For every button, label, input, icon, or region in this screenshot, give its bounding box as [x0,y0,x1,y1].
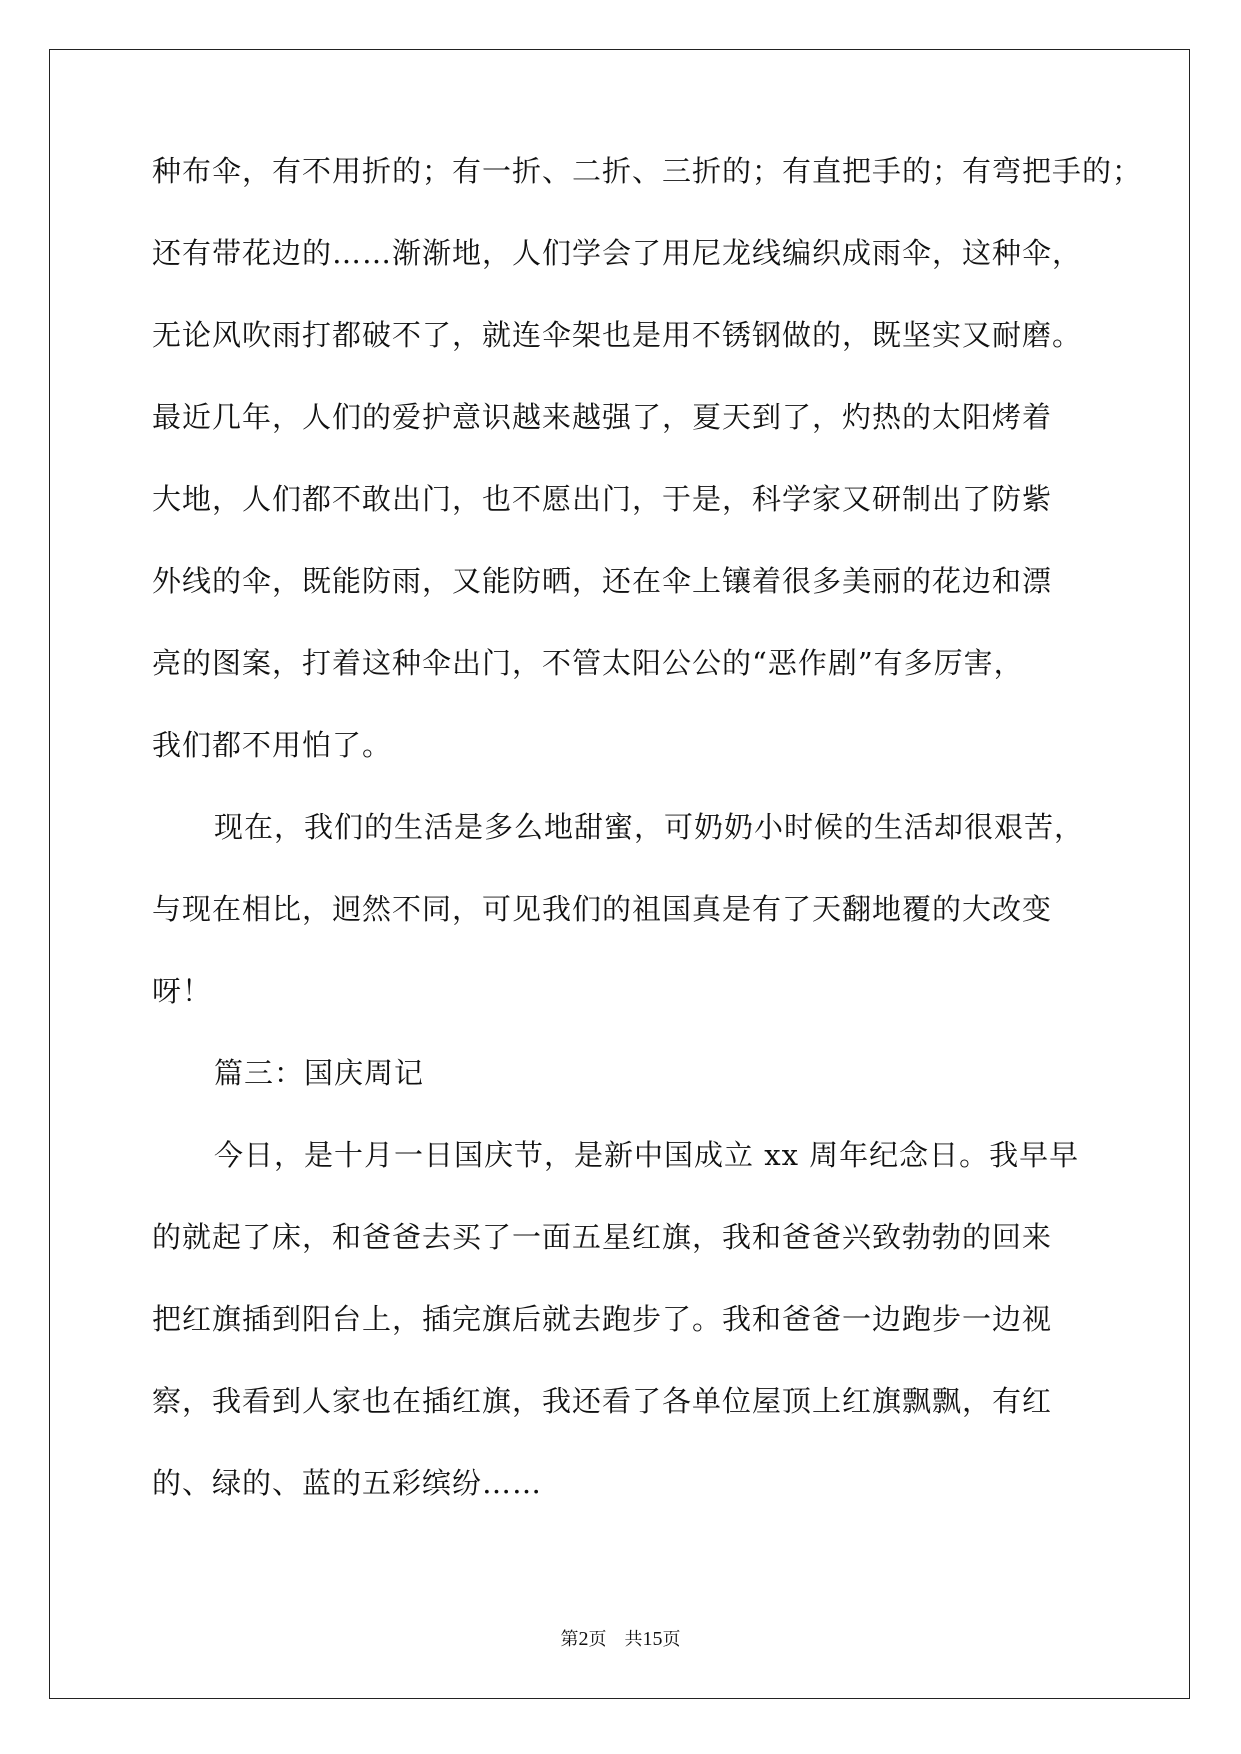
text-line: 与现在相比，迥然不同，可见我们的祖国真是有了天翻地覆的大改变 [152,892,1053,926]
text-line: 种布伞，有不用折的；有一折、二折、三折的；有直把手的；有弯把手的； [152,154,1143,188]
text-line: 呀！ [152,974,213,1008]
text-line: 的、绿的、蓝的五彩缤纷…… [152,1466,543,1500]
text-line: 亮的图案，打着这种伞出门，不管太阳公公的“恶作剧”有多厉害， [152,646,1024,680]
total-pages: 15 [642,1628,663,1650]
page-footer [0,1625,1241,1651]
text-line: 最近几年，人们的爱护意识越来越强了，夏天到了，灼热的太阳烤着 [152,400,1053,434]
total-prefix: 共 [624,1629,643,1650]
paragraph-start-line: 现在，我们的生活是多么地甜蜜，可奶奶小时候的生活却很艰苦， [214,810,1085,844]
page-number: 2 [578,1628,589,1650]
page-prefix: 第 [560,1629,579,1650]
text-line: 还有带花边的……渐渐地，人们学会了用尼龙线编织成雨伞，这种伞， [152,236,1083,270]
total-suffix: 页 [662,1629,681,1650]
document-body [152,150,1143,1544]
section-heading: 篇三：国庆周记 [214,1056,425,1090]
text-line: 无论风吹雨打都破不了，就连伞架也是用不锈钢做的，既坚实又耐磨。 [152,318,1083,352]
text-line: 的就起了床，和爸爸去买了一面五星红旗，我和爸爸兴致勃勃的回来 [152,1220,1053,1254]
page-suffix: 页 [588,1629,607,1650]
text-line: 外线的伞，既能防雨，又能防晒，还在伞上镶着很多美丽的花边和漂 [152,564,1053,598]
text-line: 把红旗插到阳台上，插完旗后就去跑步了。我和爸爸一边跑步一边视 [152,1302,1053,1336]
text-line: 察，我看到人家也在插红旗，我还看了各单位屋顶上红旗飘飘，有红 [152,1384,1053,1418]
text-line: 我们都不用怕了。 [152,728,393,762]
paragraph-start-line: 今日，是十月一日国庆节，是新中国成立 xx 周年纪念日。我早早 [214,1138,1080,1172]
text-line: 大地，人们都不敢出门，也不愿出门，于是，科学家又研制出了防紫 [152,482,1053,516]
